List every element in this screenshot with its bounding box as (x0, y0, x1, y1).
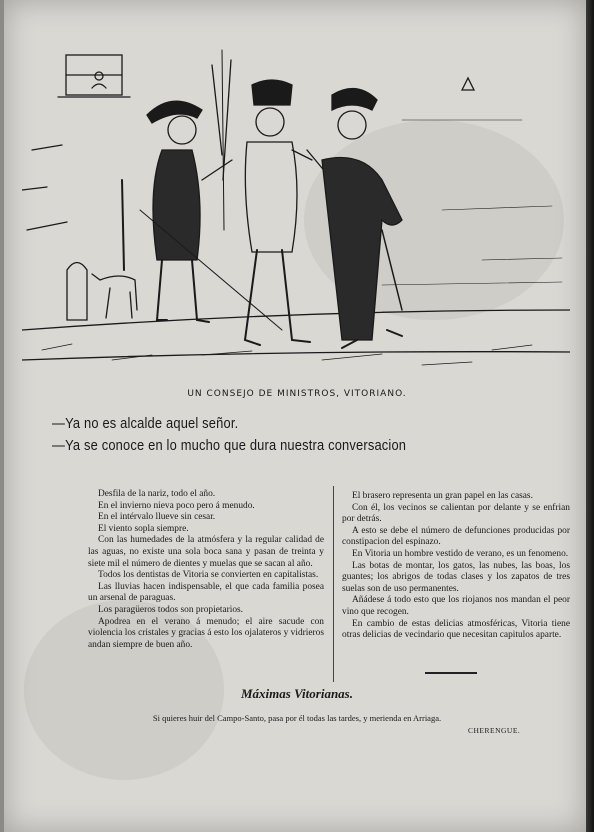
author-signature: CHERENGUE. (468, 726, 521, 735)
paragraph: El brasero representa un gran papel en las casas. (352, 491, 533, 501)
man3-head (338, 111, 366, 139)
paragraph: En el invierno nieva poco pero á menudo. (98, 500, 255, 511)
paragraph: Apodrea en el verano á menudo; el aire sacude con violencia los cristales y gracias á esto los ojalateros y vidrieros andan siempre de buen año. (88, 616, 324, 650)
man1-coat (153, 150, 200, 260)
paragraph: Los paragüeros todos son propietarios. (98, 604, 244, 615)
paragraph: En Vitoria un hombre vestido de verano, es un fenomeno. (352, 548, 569, 559)
dialog-line-2: —Ya se conoce en lo mucho que dura nuestra conversacion (52, 437, 407, 454)
column-divider (333, 486, 334, 682)
paragraph: En el intérvalo llueve sin cesar. (98, 512, 216, 523)
paragraph: En cambio de estas delicias atmosféricas, Vitoria tiene otras delicias de vecindario que necesitan capitulos aparte. (342, 618, 570, 641)
man1-hat (147, 101, 202, 123)
gravestone (67, 263, 87, 321)
paragraph: Con él, los vecinos se calientan por delante y se enfrian por detrás. (342, 502, 570, 525)
maximas-title: Máximas Vitorianas. (241, 686, 353, 701)
window-figure (95, 72, 103, 80)
paragraph: Desfila de la nariz, todo el año. (98, 489, 216, 499)
cartoon-illustration (22, 30, 570, 382)
man1-legs (157, 260, 209, 322)
section-rule (425, 672, 477, 674)
distant-figure (462, 78, 474, 90)
left-column (88, 489, 324, 651)
man3-hat (332, 89, 377, 110)
page-edge-shadow (586, 0, 594, 832)
paragraph: Las lluvias hacen indispensable, el que cada familia posea un arsenal de paraguas. (88, 581, 324, 604)
illustration-caption: UN CONSEJO DE MINISTROS, VITORIANO. (187, 389, 407, 399)
man2-hat (252, 80, 292, 105)
right-column (342, 491, 570, 642)
man1-head (168, 116, 196, 144)
dog (92, 274, 137, 318)
man2-head (256, 108, 284, 136)
paragraph: Añádese á todo esto que los riojanos nos mandan el peor vino que recogen. (342, 595, 570, 617)
paragraph: A esto se debe el número de defunciones producidas por constipacion del espinazo. (342, 525, 570, 548)
maximas-text: Si quieres huir del Campo-Santo, pasa por él todas las tardes, y merienda en Arriaga. (152, 713, 442, 723)
cane (382, 230, 402, 310)
dialog-line-1: —Ya no es alcalde aquel señor. (52, 415, 239, 432)
paragraph: El viento sopla siempre. (98, 523, 189, 534)
paragraph: Todos los dentistas de Vitoria se convierten en capitalistas. (98, 570, 319, 581)
paragraph: Las botas de montar, los gatos, las nubes, las boas, los guantes; los abrigos de todas clases y los zapatos de tres suelas son de uso permanentes. (342, 560, 570, 594)
man2-legs (245, 250, 310, 345)
man2-coat (245, 142, 297, 252)
paragraph: Con las humedades de la atmósfera y la regular calidad de las aguas, no existe una sola boca sana y pasan de treinta y siete mil el número de dientes y muelas que se sacan al año. (88, 535, 324, 569)
